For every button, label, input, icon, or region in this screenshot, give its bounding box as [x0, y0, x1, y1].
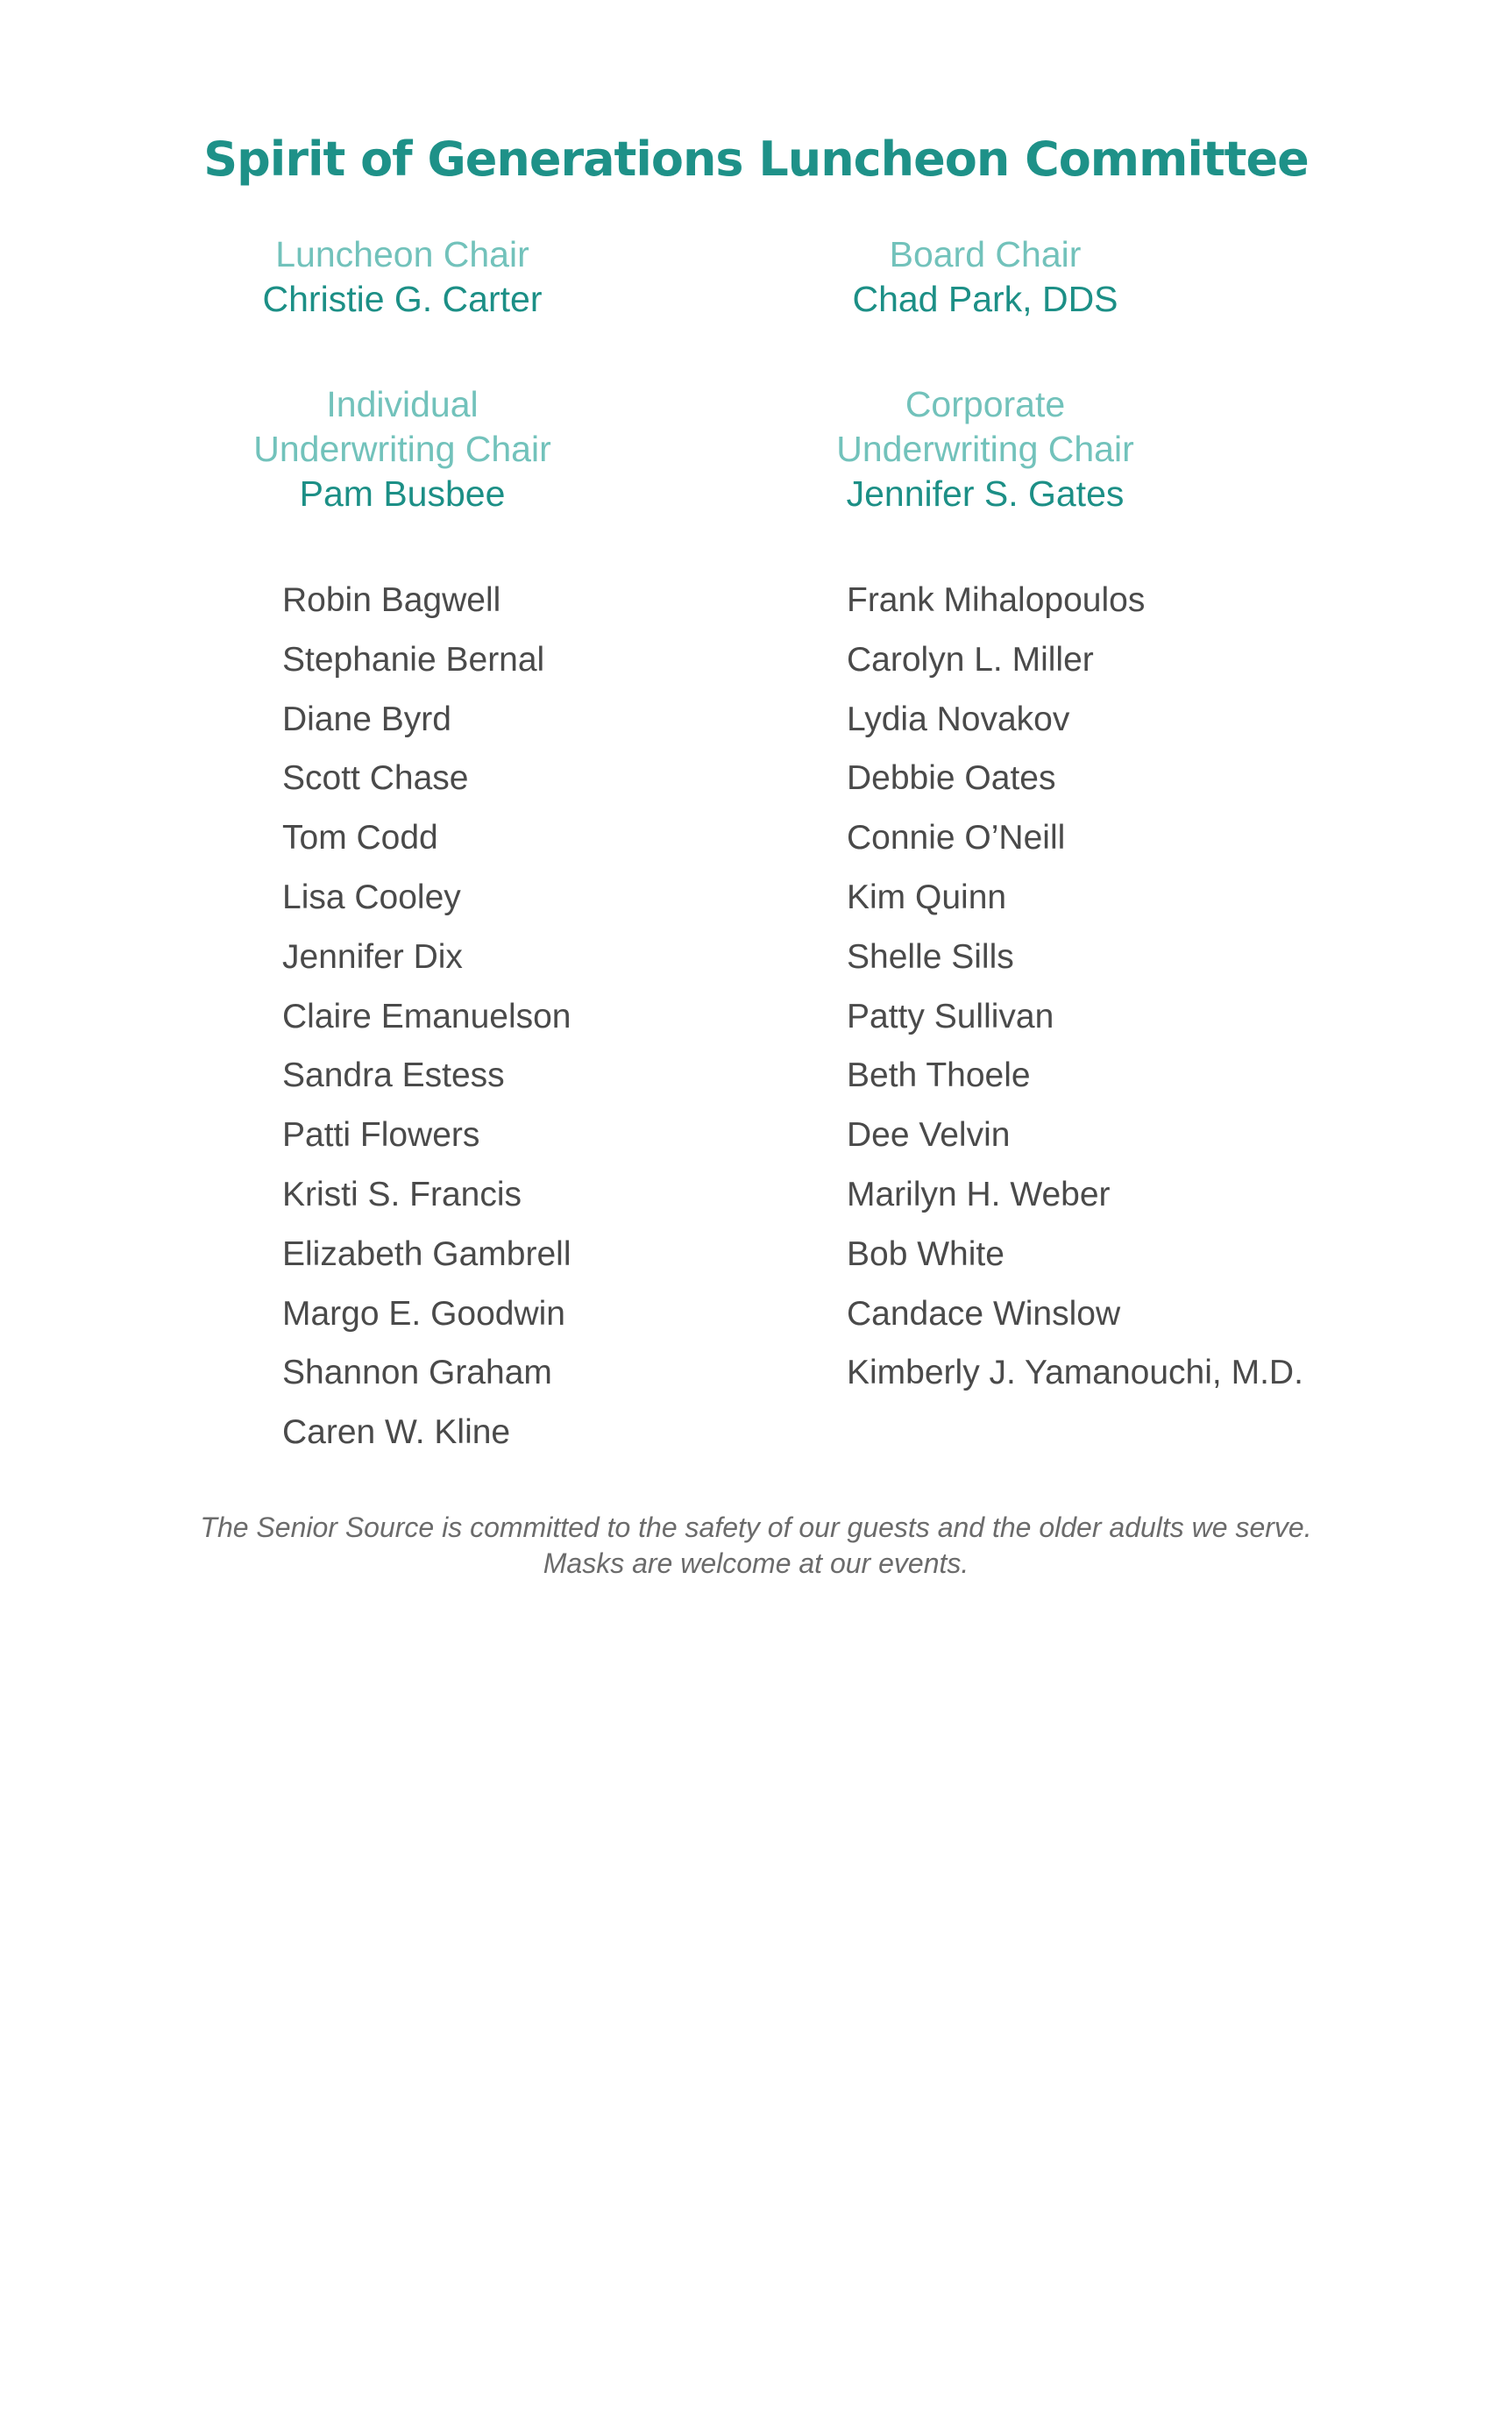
disclaimer-line-1: The Senior Source is committed to the safety of our guests and the older adults we serve.	[200, 1512, 1312, 1543]
committee-members-right	[847, 580, 1303, 1412]
member-name: Marilyn H. Weber	[847, 1175, 1111, 1213]
committee-members-left	[282, 580, 571, 1472]
member-name: Lydia Novakov	[847, 700, 1070, 738]
safety-disclaimer	[0, 1510, 1512, 1582]
individual-underwriting-chair-name: Pam Busbee	[299, 473, 506, 514]
member-name: Robin Bagwell	[282, 581, 501, 619]
board-chair-name: Chad Park, DDS	[852, 279, 1118, 319]
member-name: Shelle Sills	[847, 937, 1014, 976]
member-name: Debbie Oates	[847, 759, 1056, 798]
member-name: Scott Chase	[282, 759, 469, 798]
corporate-underwriting-role-line2: Underwriting Chair	[836, 429, 1134, 469]
member-name: Claire Emanuelson	[282, 997, 571, 1035]
member-name: Frank Mihalopoulos	[847, 581, 1146, 619]
board-chair-block	[678, 232, 1292, 322]
member-name: Kimberly J. Yamanouchi, M.D.	[847, 1354, 1303, 1392]
member-name: Sandra Estess	[282, 1056, 505, 1095]
member-name: Caren W. Kline	[282, 1413, 511, 1452]
member-name: Beth Thoele	[847, 1056, 1031, 1095]
corporate-underwriting-chair-block	[678, 382, 1292, 516]
member-name: Patti Flowers	[282, 1116, 480, 1155]
member-name: Carolyn L. Miller	[847, 640, 1094, 679]
individual-underwriting-chair-block	[96, 382, 709, 516]
luncheon-chair-name: Christie G. Carter	[262, 279, 543, 319]
member-name: Kim Quinn	[847, 878, 1007, 916]
member-name: Candace Winslow	[847, 1294, 1121, 1333]
board-chair-role: Board Chair	[889, 234, 1082, 274]
disclaimer-line-2: Masks are welcome at our events.	[543, 1547, 969, 1579]
member-name: Tom Codd	[282, 819, 438, 857]
individual-underwriting-role-line1: Individual	[326, 384, 479, 424]
member-name: Bob White	[847, 1234, 1004, 1273]
corporate-underwriting-role-line1: Corporate	[905, 384, 1066, 424]
corporate-underwriting-chair-name: Jennifer S. Gates	[846, 473, 1125, 514]
member-name: Dee Velvin	[847, 1116, 1011, 1155]
member-name: Kristi S. Francis	[282, 1175, 522, 1213]
luncheon-chair-block	[96, 232, 709, 322]
member-name: Elizabeth Gambrell	[282, 1234, 571, 1273]
luncheon-chair-role: Luncheon Chair	[275, 234, 529, 274]
page-title: Spirit of Generations Luncheon Committee	[203, 132, 1309, 187]
member-name: Shannon Graham	[282, 1354, 552, 1392]
member-name: Diane Byrd	[282, 700, 451, 738]
member-name: Lisa Cooley	[282, 878, 461, 916]
member-name: Margo E. Goodwin	[282, 1294, 565, 1333]
individual-underwriting-role-line2: Underwriting Chair	[253, 429, 551, 469]
member-name: Stephanie Bernal	[282, 640, 545, 679]
member-name: Patty Sullivan	[847, 997, 1054, 1035]
member-name: Connie O’Neill	[847, 819, 1066, 857]
member-name: Jennifer Dix	[282, 937, 463, 976]
